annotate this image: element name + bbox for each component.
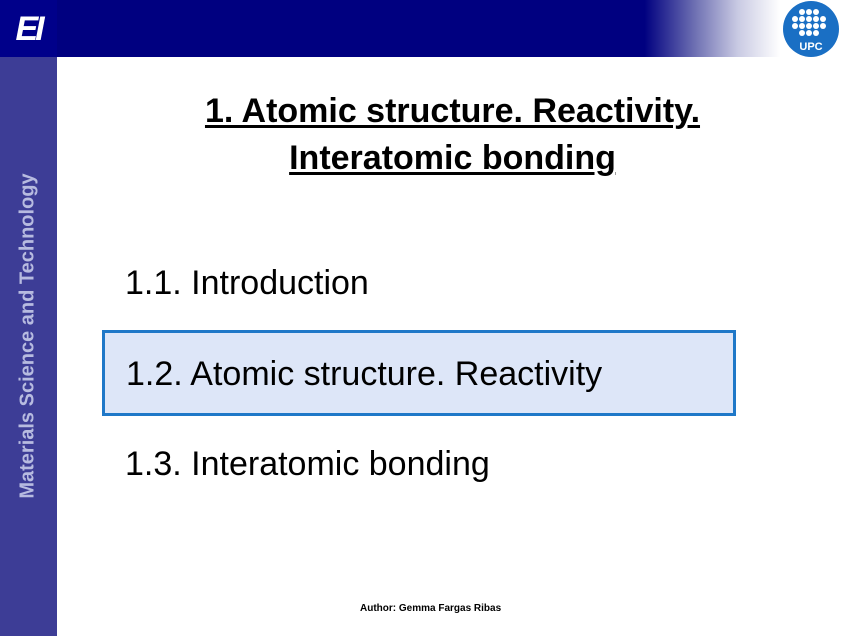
slide-title-line2: Interatomic bonding	[289, 139, 616, 177]
toc-item-introduction: 1.1. Introduction	[125, 264, 369, 302]
header-bar	[0, 0, 848, 57]
slide-title-line1: 1. Atomic structure. Reactivity.	[204, 92, 701, 130]
school-logo	[0, 0, 57, 57]
upc-logo-text: UPC	[799, 41, 823, 53]
slide-title	[57, 88, 848, 182]
upc-logo	[782, 0, 840, 58]
school-logo-text: EI	[15, 9, 42, 48]
toc-item-atomic-structure: 1.2. Atomic structure. Reactivity	[126, 355, 603, 393]
toc-item-interatomic-bonding: 1.3. Interatomic bonding	[125, 445, 490, 483]
author-credit: Author: Gemma Fargas Ribas	[360, 603, 502, 614]
course-title: Materials Science and Technology	[16, 173, 39, 499]
toc-item-highlighted	[102, 330, 736, 416]
